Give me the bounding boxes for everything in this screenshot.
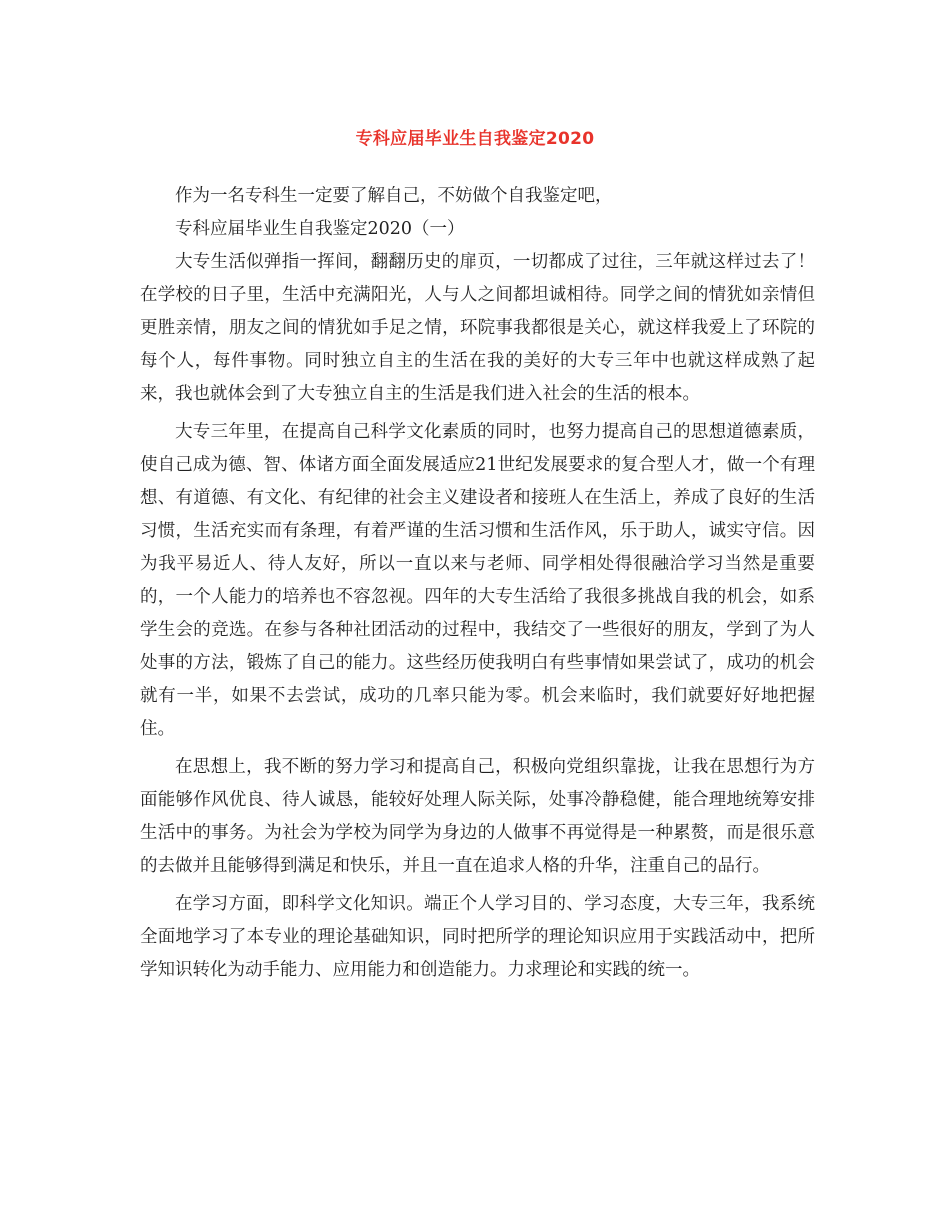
document-title: 专科应届毕业生自我鉴定2020: [355, 129, 595, 149]
paragraph-college-life: 大专生活似弹指一挥间，翻翻历史的扉页，一切都成了过往，三年就这样过去了！ 在学校的日子里，生活中充满阳光，人与人之间都坦诚相待。同学之间的情犹如亲情但更胜亲情，朋友之间的情犹如手足之情，环院事我都很是关心，就这样我爱上了环院的每个人，每件事物。同时独立自主的生活在我的美好的大专三年中也就这样成熟了起来，我也就体会到了大专独立自主的生活是我们进入社会的生活的根本。: [140, 252, 833, 404]
paragraph-ideology: 在思想上，我不断的努力学习和提高自己，积极向党组织靠拢，让我在思想行为方面能够作风优良、待人诚恳，能较好处理人际关际，处事冷静稳健，能合理地统筹安排生活中的事务。为社会为学校为同学为身边的人做事不再觉得是一种累赘，而是很乐意的去做并且能够得到满足和快乐，并且一直在追求人格的升华，注重自己的品行。: [140, 757, 815, 876]
paragraph-study: 在学习方面，即科学文化知识。端正个人学习目的、学习态度，大专三年，我系统全面地学习了本专业的理论基础知识，同时把所学的理论知识应用于实践活动中，把所学知识转化为动手能力、应用能力和创造能力。力求理论和实践的统一。: [140, 894, 815, 980]
paragraph-subtitle: 专科应届毕业生自我鉴定2020（一）: [175, 219, 465, 239]
document-body: [140, 180, 833, 987]
paragraph-intro: 作为一名专科生一定要了解自己，不妨做个自我鉴定吧，: [175, 186, 613, 206]
paragraph-three-years: 大专三年里，在提高自己科学文化素质的同时，也努力提高自己的思想道德素质，使自己成为德、智、体诸方面全面发展适应21世纪发展要求的复合型人才，做一个有理想、有道德、有文化、有纪律的社会主义建设者和接班人在生活上，养成了良好的生活习惯，生活充实而有条理，有着严谨的生活习惯和生活作风，乐于助人，诚实守信。因为我平易近人、待人友好，所以一直以来与老师、同学相处得很融洽学习当然是重要的，一个人能力的培养也不容忽视。四年的大专生活给了我很多挑战自我的机会，如系学生会的竞选。在参与各种社团活动的过程中，我结交了一些很好的朋友，学到了为人处事的方法，锻炼了自己的能力。这些经历使我明白有些事情如果尝试了，成功的机会就有一半，如果不去尝试，成功的几率只能为零。机会来临时，我们就要好好地把握住。: [140, 422, 815, 739]
